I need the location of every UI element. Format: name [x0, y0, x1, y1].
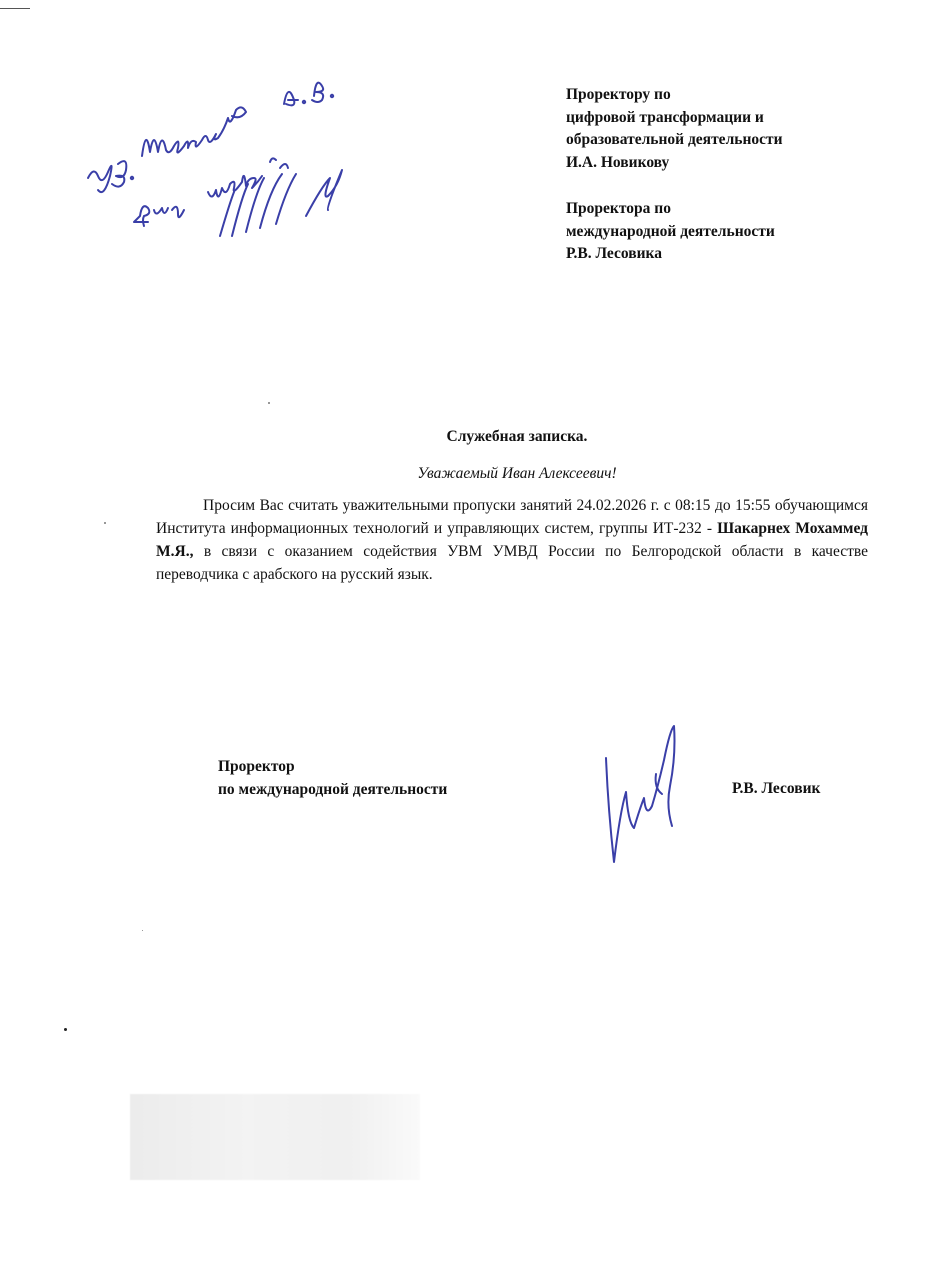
sender-name: Р.В. Лесовика: [566, 245, 662, 262]
sender-line: международной деятельности: [566, 222, 775, 240]
recipient-name: И.А. Новикову: [566, 153, 670, 171]
recipient-line: образовательной деятельности: [566, 131, 783, 148]
handwritten-resolution: [70, 60, 400, 250]
scan-speck: [104, 522, 106, 524]
redacted-area: [130, 1094, 420, 1180]
sender-block: [566, 198, 906, 266]
signer-name: Р.В. Лесовик: [732, 780, 821, 797]
document-title: Служебная записка.: [446, 428, 588, 445]
scan-speck: [142, 930, 143, 931]
signer-position-line: Проректор: [218, 758, 295, 775]
memo-body-text: Просим Вас считать уважительными пропуски занятий 24.02.2026 г. с 08:15 до 15:55 обучающимся Института информационных технологий и управляющих систем, группы ИТ-232 -: [156, 497, 868, 537]
memo-body: [156, 494, 868, 586]
scan-speck: [64, 1028, 67, 1031]
recipient-line: цифровой трансформации и: [566, 108, 764, 126]
scan-speck: [268, 402, 270, 404]
memo-body-text: в связи с оказанием содействия УВМ УМВД России по Белгородской области в качестве переводчика с арабского на русский язык.: [156, 543, 868, 583]
sender-line: Проректора по: [566, 200, 671, 217]
addressee-block: [566, 84, 906, 266]
recipient-line: Проректору по: [566, 86, 671, 103]
signer-position: [218, 756, 447, 801]
scan-corner-mark: [0, 8, 30, 9]
greeting: Уважаемый Иван Алексеевич!: [417, 465, 617, 482]
student-name: Шакарнех Мохаммед М.Я.,: [156, 520, 869, 560]
signer-position-line: по международной деятельности: [218, 780, 448, 798]
recipient-block: [566, 84, 906, 174]
handwritten-signature: [590, 722, 710, 872]
